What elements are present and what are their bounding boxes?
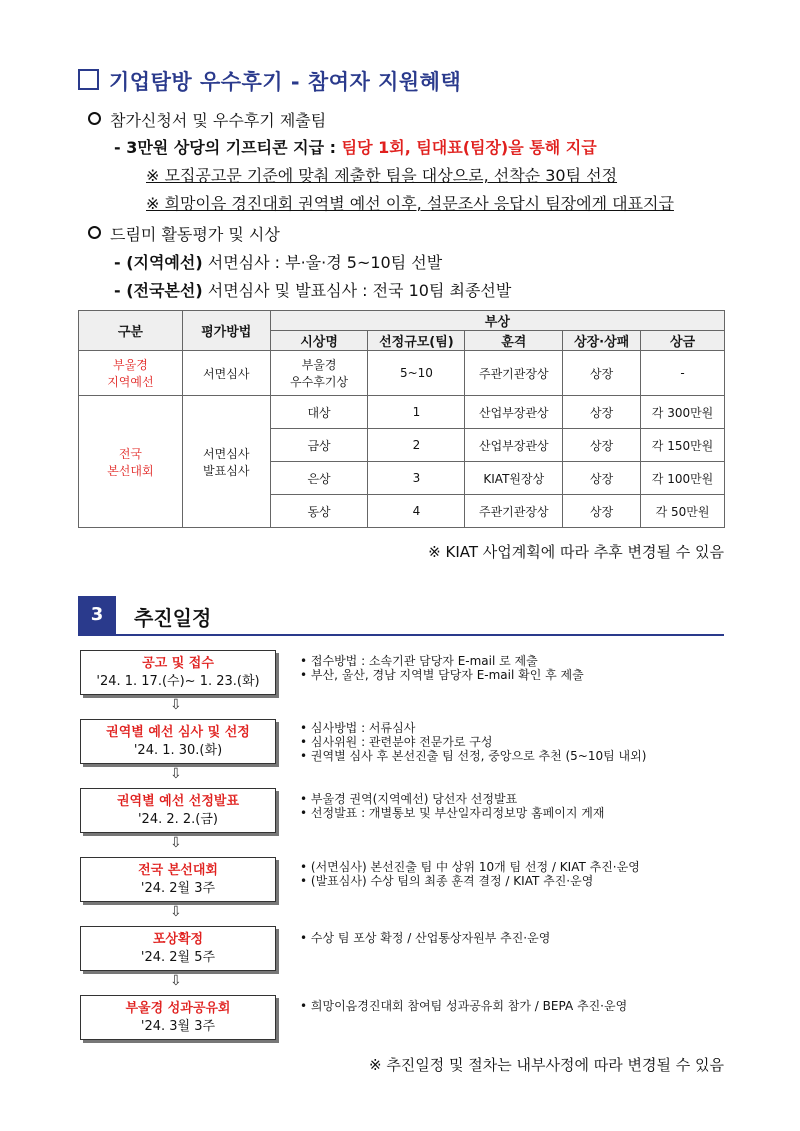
award-table bbox=[78, 310, 725, 528]
header-award: 부상 bbox=[270, 311, 724, 331]
step-2-desc: • 심사방법 : 서류심사 • 심사위원 : 관련분야 전문가로 구성 • 권역별 심사 후 본선진출 팀 선정, 중앙으로 추천 (5~10팀 내외) bbox=[300, 721, 647, 763]
down-arrow-icon: ⇩ bbox=[170, 766, 182, 782]
section-number: 3 bbox=[78, 596, 116, 634]
table-row: 동상 4 주관기관장상 상장 각 50만원 bbox=[79, 495, 725, 528]
step-3-desc: • 부울경 권역(지역예선) 당선자 선정발표 • 선정발표 : 개별통보 및 부산일자리정보망 홈페이지 게재 bbox=[300, 792, 605, 820]
down-arrow-icon: ⇩ bbox=[170, 973, 182, 989]
table-row: 은상 3 KIAT원장상 상장 각 100만원 bbox=[79, 462, 725, 495]
header-method: 평가방법 bbox=[182, 311, 270, 351]
step-6-desc: • 희망이음경진대회 참여팀 성과공유회 참가 / BEPA 추진·운영 bbox=[300, 999, 628, 1013]
down-arrow-icon: ⇩ bbox=[170, 697, 182, 713]
section-title: 추진일정 bbox=[134, 606, 212, 630]
national-line: - (전국본선) 서면심사 및 발표심사 : 전국 10팀 최종선발 bbox=[114, 281, 512, 300]
circle-bullet-icon bbox=[88, 112, 101, 125]
circle-bullet-icon bbox=[88, 226, 101, 239]
down-arrow-icon: ⇩ bbox=[170, 904, 182, 920]
bullet-evaluation: 드림미 활동평가 및 시상 bbox=[88, 222, 280, 245]
table-row: 전국 본선대회 서면심사 발표심사 대상 1 산업부장관상 상장 각 300만원 bbox=[79, 396, 725, 429]
header-prize: 상금 bbox=[641, 331, 725, 351]
checkbox-square-icon bbox=[78, 69, 99, 90]
regional-line: - (지역예선) 서면심사 : 부·울·경 5~10팀 선발 bbox=[114, 253, 443, 272]
table-row: 금상 2 산업부장관상 상장 각 150만원 bbox=[79, 429, 725, 462]
gift-line: - 3만원 상당의 기프티콘 지급 : 팀당 1회, 팀대표(팀장)을 통해 지급 bbox=[114, 138, 597, 157]
header-gubun: 구분 bbox=[79, 311, 183, 351]
section-header bbox=[78, 596, 724, 636]
header-grade: 훈격 bbox=[465, 331, 563, 351]
gift-note-b: ※ 희망이음 경진대회 권역별 예선 이후, 설문조사 응답시 팀장에게 대표지급 bbox=[146, 194, 674, 213]
footer-note: ※ 추진일정 및 절차는 내부사정에 따라 변경될 수 있음 bbox=[368, 1056, 724, 1074]
schedule-step-4: 전국 본선대회 '24. 2월 3주 bbox=[80, 857, 276, 902]
step-5-desc: • 수상 팀 포상 확정 / 산업통상자원부 추진·운영 bbox=[300, 931, 551, 945]
schedule-step-3: 권역별 예선 선정발표 '24. 2. 2.(금) bbox=[80, 788, 276, 833]
step-4-desc: • (서면심사) 본선진출 팀 中 상위 10개 팀 선정 / KIAT 추진·운영 • (발표심사) 수상 팀의 최종 훈격 결정 / KIAT 추진·운영 bbox=[300, 860, 640, 888]
header-name: 시상명 bbox=[270, 331, 368, 351]
heading-text: 기업탐방 우수후기 - 참여자 지원혜택 bbox=[109, 70, 462, 94]
down-arrow-icon: ⇩ bbox=[170, 835, 182, 851]
schedule-step-2: 권역별 예선 심사 및 선정 '24. 1. 30.(화) bbox=[80, 719, 276, 764]
schedule-step-5: 포상확정 '24. 2월 5주 bbox=[80, 926, 276, 971]
header-plaque: 상장·상패 bbox=[563, 331, 641, 351]
page-heading bbox=[78, 66, 461, 96]
gift-note-a: ※ 모집공고문 기준에 맞춰 제출한 팀을 대상으로, 선착순 30팀 선정 bbox=[146, 166, 618, 185]
schedule-step-1: 공고 및 접수 '24. 1. 17.(수)~ 1. 23.(화) bbox=[80, 650, 276, 695]
schedule-step-6: 부울경 성과공유회 '24. 3월 3주 bbox=[80, 995, 276, 1040]
bullet-application: 참가신청서 및 우수후기 제출팀 bbox=[88, 108, 326, 131]
header-scale: 선정규모(팀) bbox=[368, 331, 465, 351]
table-note: ※ KIAT 사업계획에 따라 추후 변경될 수 있음 bbox=[428, 543, 724, 561]
step-1-desc: • 접수방법 : 소속기관 담당자 E-mail 로 제출 • 부산, 울산, 경남 지역별 담당자 E-mail 확인 후 제출 bbox=[300, 654, 584, 682]
table-row: 부울경 지역예선 서면심사 부울경 우수후기상 5~10 주관기관장상 상장 - bbox=[79, 351, 725, 396]
